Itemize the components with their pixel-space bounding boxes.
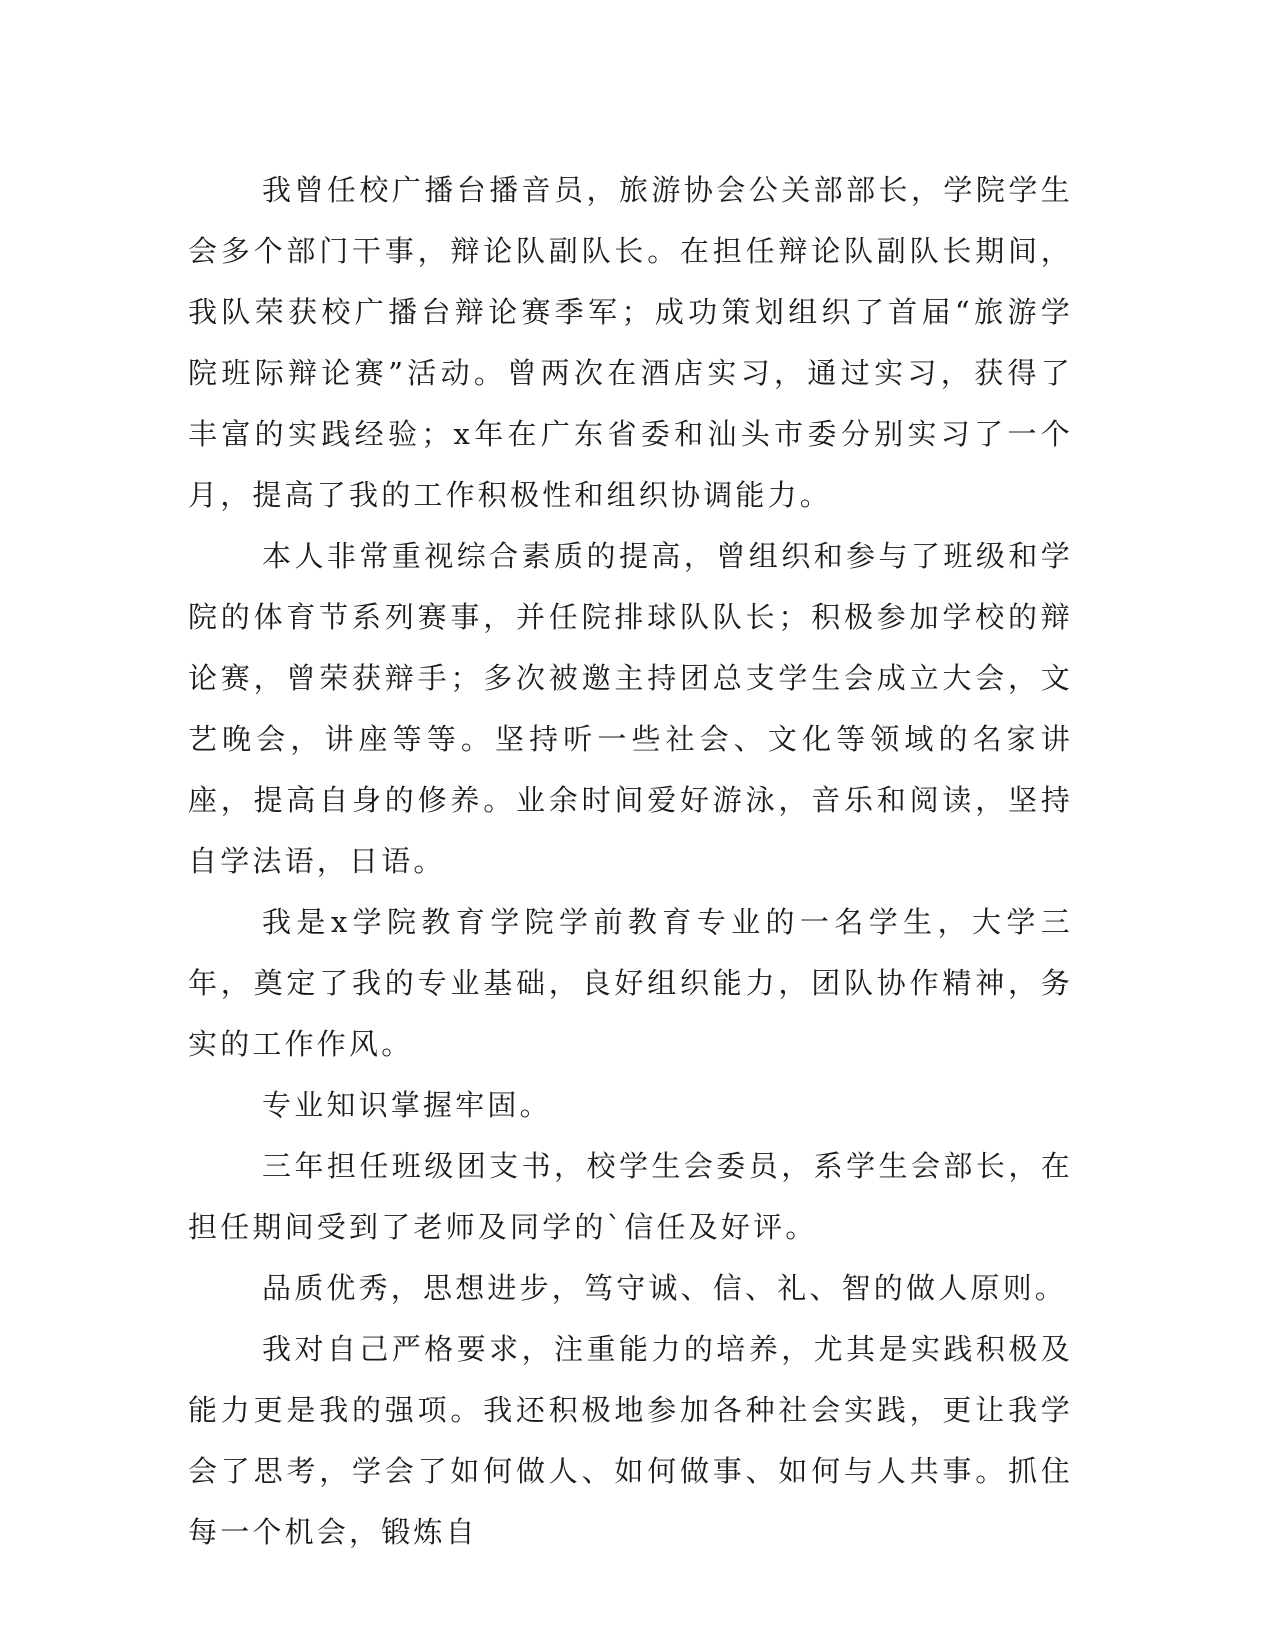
paragraph-character: 品质优秀，思想进步，笃守诚、信、礼、智的做人原则。 [262,1271,1068,1305]
paragraph-quality: 本人非常重视综合素质的提高，曾组织和参与了班级和学院的体育节系列赛事，并任院排球队队长；积极参加学校的辩论赛，曾荣获辩手；多次被邀主持团总支学生会成立大会，文艺晚会，讲座等等。坚持听一些社会、文化等领域的名家讲座，提高自身的修养。业余时间爱好游泳，音乐和阅读，坚持自学法语，日语。 [188,539,1073,878]
paragraph-knowledge: 专业知识掌握牢固。 [262,1088,552,1122]
paragraph-introduction: 我是x学院教育学院学前教育专业的一名学生，大学三年，奠定了我的专业基础，良好组织能力，团队协作精神，务实的工作作风。 [188,905,1073,1061]
paragraph-positions: 三年担任班级团支书，校学生会委员，系学生会部长，在担任期间受到了老师及同学的`信任及好评。 [188,1149,1073,1244]
paragraph-self-discipline: 我对自己严格要求，注重能力的培养，尤其是实践积极及能力更是我的强项。我还积极地参加各种社会实践，更让我学会了思考，学会了如何做人、如何做事、如何与人共事。抓住每一个机会，锻炼自 [188,1332,1073,1549]
document-body [188,160,1073,1563]
paragraph-experience: 我曾任校广播台播音员，旅游协会公关部部长，学院学生会多个部门干事，辩论队副队长。在担任辩论队副队长期间，我队荣获校广播台辩论赛季军；成功策划组织了首届“旅游学院班际辩论赛”活动。曾两次在酒店实习，通过实习，获得了丰富的实践经验；x年在广东省委和汕头市委分别实习了一个月，提高了我的工作积极性和组织协调能力。 [188,173,1073,512]
